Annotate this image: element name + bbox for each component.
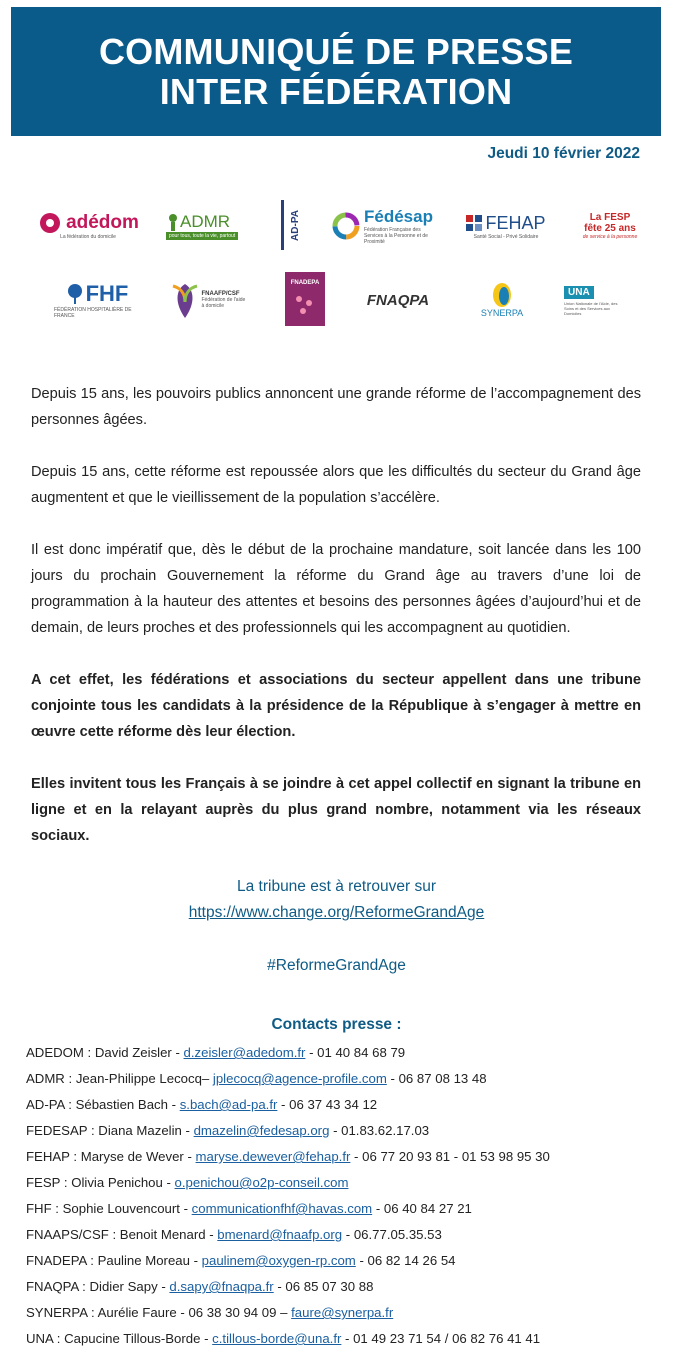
contact-email-link[interactable]: d.zeisler@adedom.fr xyxy=(183,1045,306,1060)
contact-phone: - 06 87 08 13 48 xyxy=(386,1071,487,1086)
contact-phone: - 06 40 84 27 21 xyxy=(372,1201,472,1216)
contact-name: FEHAP : Maryse de Wever - xyxy=(26,1149,196,1164)
contact-email-link[interactable]: jplecocq@agence-profile.com xyxy=(212,1071,387,1086)
logo-adedom-text: adédom xyxy=(66,212,139,233)
logo-fehap-sub: Santé Social - Privé Solidaire xyxy=(473,233,539,240)
logo-fhf-sub: FÉDÉRATION HOSPITALIÈRE DE FRANCE xyxy=(54,307,132,319)
contact-email-link[interactable]: dmazelin@fedesap.org xyxy=(193,1123,330,1138)
logo-fedesap-sub: Fédération Française des Services à la Personne et de Proximité xyxy=(364,227,428,245)
contact-row xyxy=(26,1092,666,1118)
logo-una-text: UNA xyxy=(564,286,594,299)
fehap-grid-icon xyxy=(466,215,482,231)
press-date: Jeudi 10 février 2022 xyxy=(487,145,640,162)
contact-name: FHF : Sophie Louvencourt - xyxy=(26,1201,192,1216)
title-line-2: INTER FÉDÉRATION xyxy=(159,70,513,112)
fedesap-ring-icon xyxy=(331,211,361,241)
contact-name: SYNERPA : Aurélie Faure - 06 38 30 94 09 – xyxy=(26,1305,292,1320)
contact-email-link[interactable]: paulinem@oxygen-rp.com xyxy=(201,1253,356,1268)
logo-adpa-text: AD-PA xyxy=(289,209,301,241)
contact-row xyxy=(26,1300,666,1326)
contact-phone: - 01 40 84 68 79 xyxy=(305,1045,406,1060)
logo-adedom-sub: La fédération du domicile xyxy=(60,234,116,240)
contact-name: UNA : Capucine Tillous-Borde - xyxy=(26,1331,213,1346)
contact-email-link[interactable]: faure@synerpa.fr xyxy=(291,1305,394,1320)
contact-email-link[interactable]: s.bach@ad-pa.fr xyxy=(179,1097,278,1112)
contact-phone: - 01.83.62.17.03 xyxy=(329,1123,430,1138)
contact-name: FEDESAP : Diana Mazelin - xyxy=(26,1123,194,1138)
logo-synerpa xyxy=(470,278,534,322)
contact-email-link[interactable]: o.penichou@o2p-conseil.com xyxy=(174,1175,349,1190)
tribune-block xyxy=(0,874,673,926)
logo-fnadepa-text: FNADEPA xyxy=(290,280,320,286)
contact-name: FNAAPS/CSF : Benoit Menard - xyxy=(26,1227,218,1242)
contact-phone: - 06.77.05.35.53 xyxy=(342,1227,442,1242)
contact-row xyxy=(26,1222,666,1248)
logo-fnaqpa-text: FNAQPA xyxy=(366,291,430,309)
contact-email-link[interactable]: communicationfhf@havas.com xyxy=(191,1201,373,1216)
logo-fedesap-text: Fédésap xyxy=(364,207,433,226)
contact-name: FNAQPA : Didier Sapy - xyxy=(26,1279,170,1294)
hashtag: #ReformeGrandAge xyxy=(267,957,406,974)
tribune-intro: La tribune est à retrouver sur xyxy=(236,878,437,895)
logo-adedom xyxy=(34,205,142,247)
contact-name: FESP : Olivia Penichou - xyxy=(26,1175,175,1190)
contact-email-link[interactable]: maryse.dewever@fehap.fr xyxy=(195,1149,351,1164)
logo-fesp xyxy=(580,206,640,246)
logo-fehap xyxy=(462,208,550,244)
title-line-1: COMMUNIQUÉ DE PRESSE xyxy=(98,30,574,72)
contact-row xyxy=(26,1274,666,1300)
contact-row xyxy=(26,1326,666,1352)
logo-fnaafp-text: FNAAFP/CSF xyxy=(201,291,240,297)
contact-phone: - 06 85 07 30 88 xyxy=(273,1279,374,1294)
contact-row xyxy=(26,1118,666,1144)
contact-name: ADEDOM : David Zeisler - xyxy=(26,1045,184,1060)
logo-fnadepa xyxy=(285,272,325,326)
contact-row xyxy=(26,1040,666,1066)
logo-fhf-text: FHF xyxy=(85,281,129,306)
logo-fnaqpa xyxy=(360,284,436,316)
contact-email-link[interactable]: c.tillous-borde@una.fr xyxy=(212,1331,342,1346)
contact-email-link[interactable]: d.sapy@fnaqpa.fr xyxy=(169,1279,274,1294)
logo-fedesap xyxy=(331,206,433,246)
contact-phone: - 06 82 14 26 54 xyxy=(355,1253,456,1268)
contact-row xyxy=(26,1196,666,1222)
logo-admr-sub: pour tous, toute la vie, partout xyxy=(166,232,238,240)
contact-row xyxy=(26,1248,666,1274)
logo-una xyxy=(564,282,628,320)
fhf-tree-icon xyxy=(66,284,84,304)
paragraph-5: Elles invitent tous les Français à se joindre à cet appel collectif en signant la tribune en ligne et en la relayant auprès du plus grand nombre, notamment via les réseaux sociaux. xyxy=(31,776,641,844)
logo-fesp-sub: de service à la personne xyxy=(582,234,638,240)
logo-fehap-text: FEHAP xyxy=(485,212,546,233)
contact-phone: - 06 77 20 93 81 - 01 53 98 95 30 xyxy=(350,1149,550,1164)
synerpa-drop-icon xyxy=(489,282,515,308)
contact-name: FNADEPA : Pauline Moreau - xyxy=(26,1253,202,1268)
logo-fhf xyxy=(54,280,140,320)
contacts-title: Contacts presse : xyxy=(271,1016,402,1033)
tribune-link[interactable]: https://www.change.org/ReformeGrandAge xyxy=(188,904,485,921)
paragraph-1: Depuis 15 ans, les pouvoirs publics annoncent une grande réforme de l’accompagnement des personnes âgées. xyxy=(31,386,641,428)
logo-admr-text: ADMR xyxy=(180,212,231,231)
contact-row xyxy=(26,1144,666,1170)
contact-row xyxy=(26,1066,666,1092)
contact-name: AD-PA : Sébastien Bach - xyxy=(26,1097,180,1112)
paragraph-4: A cet effet, les fédérations et associations du secteur appellent dans une tribune conjointe tous les candidats à la présidence de la République à s’engager à mettre en œuvre cette réforme dès leur élection. xyxy=(31,672,641,740)
logo-synerpa-text: SYNERPA xyxy=(480,308,524,318)
contact-phone: - 06 37 43 34 12 xyxy=(277,1097,378,1112)
contact-row xyxy=(26,1170,666,1196)
fnadepa-pattern-icon xyxy=(291,291,319,319)
logo-una-sub: Union Nationale de l'Aide, des Soins et des Services aux Domiciles xyxy=(564,301,618,316)
logo-fnaafp-sub: Fédération de l'aide à domicile xyxy=(201,297,246,309)
contact-email-link[interactable]: bmenard@fnaafp.org xyxy=(217,1227,343,1242)
paragraph-3: Il est donc impératif que, dès le début de la prochaine mandature, soit lancée dans les 100 jours du prochain Gouvernement la réforme du Grand âge au travers d’une loi de programmation à la hauteur des attentes et besoins des personnes âgées d’aujourd’hui et de demain, de leurs proches et des professionnels qui les accompagnent au quotidien. xyxy=(31,542,641,636)
logo-fesp-text: La FESP fête 25 ans xyxy=(584,212,636,234)
contact-phone: - 01 49 23 71 54 / 06 82 76 41 41 xyxy=(341,1331,541,1346)
contacts-list xyxy=(26,1040,666,1352)
logo-admr xyxy=(166,205,252,247)
title-banner xyxy=(11,7,661,136)
fnaafp-figure-icon xyxy=(171,280,199,320)
paragraph-2: Depuis 15 ans, cette réforme est repoussée alors que les difficultés du secteur du Grand âge augmentent et que le vieillissement de la population s’accélère. xyxy=(31,464,641,506)
logo-fnaafp xyxy=(166,276,250,324)
logo-adpa xyxy=(281,200,306,250)
contact-name: ADMR : Jean-Philippe Lecocq– xyxy=(26,1071,213,1086)
